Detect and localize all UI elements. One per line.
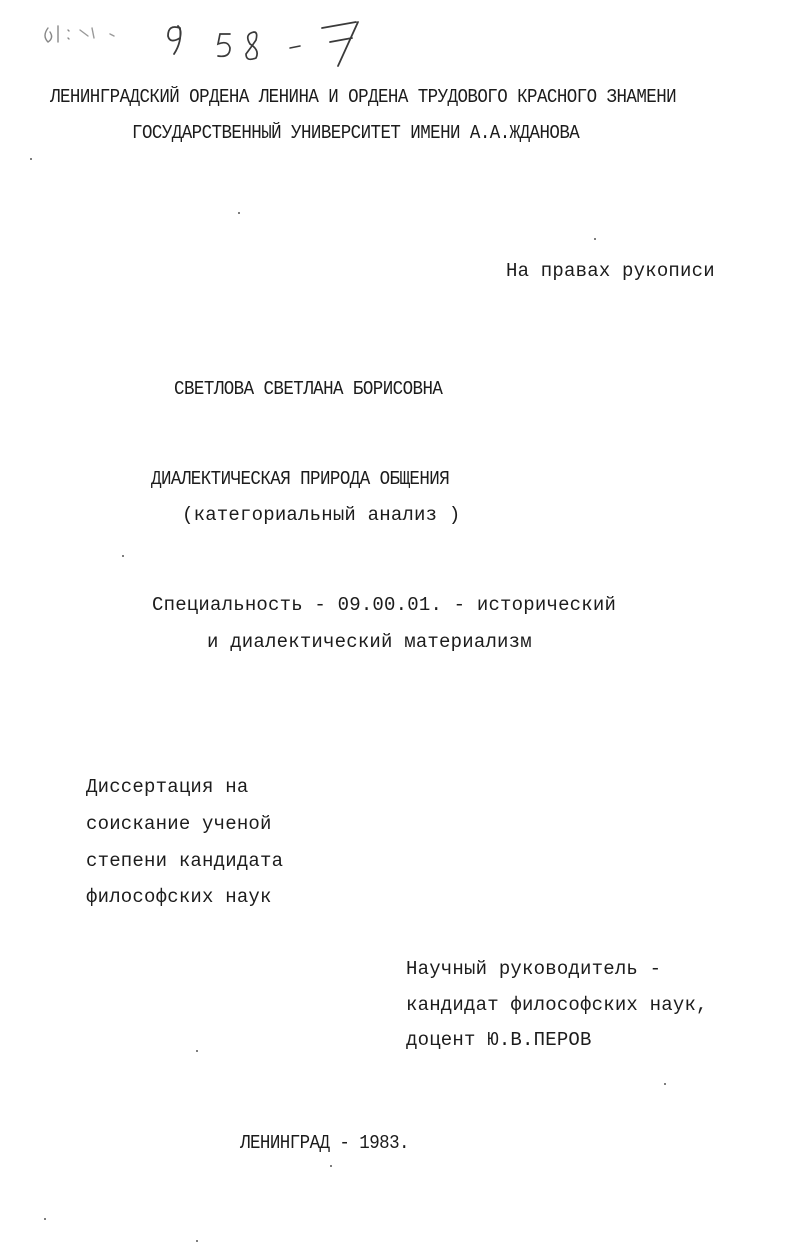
scan-speck bbox=[44, 1218, 46, 1220]
city-year: ЛЕНИНГРАД - 1983. bbox=[240, 1132, 409, 1154]
supervisor-line: доцент Ю.В.ПЕРОВ bbox=[406, 1029, 592, 1051]
scan-speck bbox=[238, 212, 240, 214]
supervisor-line: Научный руководитель - bbox=[406, 958, 662, 980]
dissertation-note-line: соискание ученой bbox=[86, 813, 272, 835]
author-name: СВЕТЛОВА СВЕТЛАНА БОРИСОВНА bbox=[174, 378, 443, 400]
dissertation-subtitle: (категориальный анализ ) bbox=[182, 504, 461, 526]
scan-speck bbox=[330, 1165, 332, 1167]
institution-line-2: ГОСУДАРСТВЕННЫЙ УНИВЕРСИТЕТ ИМЕНИ А.А.ЖДАНОВА bbox=[132, 122, 580, 144]
specialty-line-1: Специальность - 09.00.01. - исторический bbox=[152, 594, 617, 616]
rights-note: На правах рукописи bbox=[506, 260, 715, 282]
supervisor-line: кандидат философских наук, bbox=[406, 994, 708, 1016]
scan-speck bbox=[594, 238, 596, 240]
dissertation-title: ДИАЛЕКТИЧЕСКАЯ ПРИРОДА ОБЩЕНИЯ bbox=[151, 468, 450, 490]
scan-speck bbox=[122, 555, 124, 557]
dissertation-note-line: степени кандидата bbox=[86, 850, 284, 872]
institution-line-1: ЛЕНИНГРАДСКИЙ ОРДЕНА ЛЕНИНА И ОРДЕНА ТРУДОВОГО КРАСНОГО ЗНАМЕНИ bbox=[50, 86, 677, 108]
specialty-line-2: и диалектический материализм bbox=[207, 631, 532, 653]
handwritten-archive-mark bbox=[40, 6, 380, 70]
scan-speck bbox=[196, 1240, 198, 1242]
scan-speck bbox=[664, 1083, 666, 1085]
dissertation-note-line: Диссертация на bbox=[86, 776, 249, 798]
scan-speck bbox=[196, 1050, 198, 1052]
scan-speck bbox=[30, 158, 32, 160]
dissertation-note-line: философских наук bbox=[86, 886, 272, 908]
